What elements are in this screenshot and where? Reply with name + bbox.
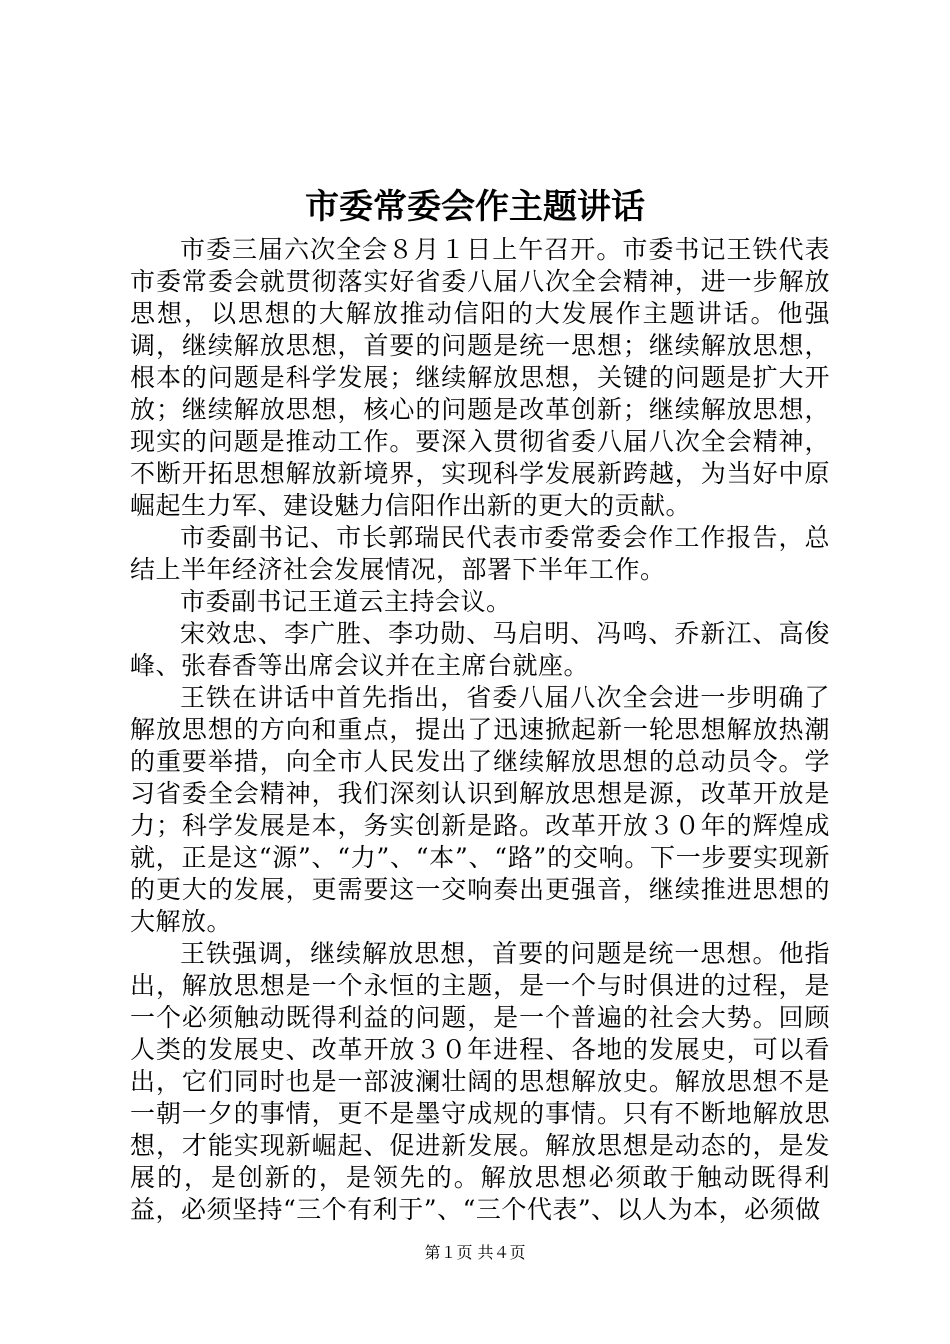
paragraph-opening: 市委三届六次全会８月１日上午召开。市委书记王铁代表市委常委会就贯彻落实好省委八届八次全会精神，进一步解放思想，以思想的大解放推动信阳的大发展作主题讲话。他强调，继续解放思想，首要的问题是统一思想；继续解放思想，根本的问题是科学发展；继续解放思想，关键的问题是扩大开放；继续解放思想，核心的问题是改革创新；继续解放思想，现实的问题是推动工作。要深入贯彻省委八届八次全会精神，不断开拓思想解放新境界，实现科学发展新跨越，为当好中原崛起生力军、建设魅力信阳作出新的更大的贡献。 (130, 235, 830, 520)
page-footer: 第１页 共４页 (424, 1243, 526, 1262)
paragraph-work-report: 市委副书记、市长郭瑞民代表市委常委会作工作报告，总结上半年经济社会发展情况，部署下半年工作。 (130, 523, 830, 584)
paragraph-chair: 市委副书记王道云主持会议。 (180, 587, 512, 616)
paragraph-speech-intro: 王铁在讲话中首先指出，省委八届八次全会进一步明确了解放思想的方向和重点，提出了迅速掀起新一轮思想解放热潮的重要举措，向全市人民发出了继续解放思想的总动员令。学习省委全会精神，我们深刻认识到解放思想是源，改革开放是力；科学发展是本，务实创新是路。改革开放３０年的辉煌成就，正是这“源”、“力”、“本”、“路”的交响。下一步要实现新的更大的发展，更需要这一交响奏出更强音，继续推进思想的大解放。 (130, 683, 830, 936)
paragraph-speech-emphasis: 王铁强调，继续解放思想，首要的问题是统一思想。他指出，解放思想是一个永恒的主题，是一个与时俱进的过程，是一个必须触动既得利益的问题，是一个普遍的社会大势。回顾人类的发展史、改革开放３０年进程、各地的发展史，可以看出，它们同时也是一部波澜壮阔的思想解放史。解放思想不是一朝一夕的事情，更不是墨守成规的事情。只有不断地解放思想，才能实现新崛起、促进新发展。解放思想是动态的，是发展的，是创新的，是领先的。解放思想必须敢于触动既得利益，必须坚持“三个有利于”、“三个代表”、以人为本，必须做 (130, 939, 830, 1224)
document-title: 市委常委会作主题讲话 (305, 187, 645, 227)
paragraph-attendees: 宋效忠、李广胜、李功勋、马启明、冯鸣、乔新江、高俊峰、张春香等出席会议并在主席台就座。 (130, 619, 830, 680)
document-body (130, 234, 830, 1226)
